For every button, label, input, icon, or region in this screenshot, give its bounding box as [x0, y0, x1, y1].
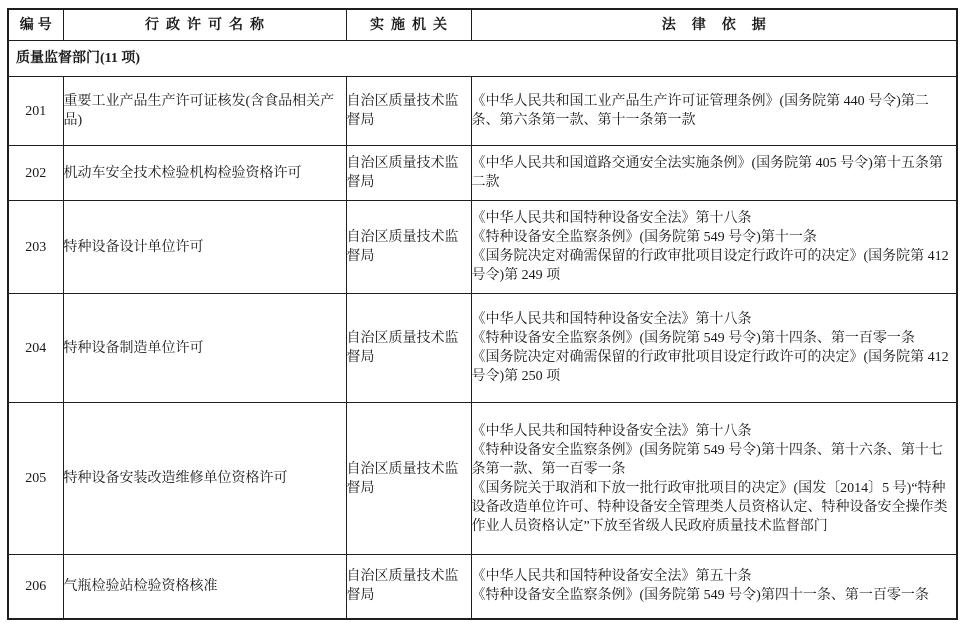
legal-item: 《特种设备安全监察条例》(国务院第 549 号令)第四十一条、第一百零一条	[471, 588, 929, 604]
legal-item: 《中华人民共和国特种设备安全法》第十八条	[471, 211, 752, 226]
table-header-row	[8, 9, 957, 41]
row-id: 204	[8, 294, 63, 403]
header-legal-basis: 法律依据	[471, 9, 957, 41]
table-row	[8, 146, 957, 201]
legal-item: 《中华人民共和国特种设备安全法》第十八条	[471, 423, 752, 439]
legal-basis	[471, 403, 957, 555]
license-name: 机动车安全技术检验机构检验资格许可	[63, 146, 346, 201]
header-license-name: 行政许可名称	[63, 9, 346, 41]
license-name: 重要工业产品生产许可证核发(含食品相关产品)	[63, 77, 346, 146]
table-row	[8, 294, 957, 403]
agency: 自治区质量技术监督局	[346, 555, 471, 619]
legal-item: 《中华人民共和国特种设备安全法》第十八条	[471, 312, 752, 327]
license-name: 特种设备安装改造维修单位资格许可	[63, 403, 346, 555]
header-agency: 实施机关	[346, 9, 471, 41]
row-id: 205	[8, 403, 63, 555]
table-row	[8, 555, 957, 619]
table-row	[8, 201, 957, 294]
license-name: 特种设备设计单位许可	[63, 201, 346, 294]
agency: 自治区质量技术监督局	[346, 201, 471, 294]
license-table	[7, 8, 958, 620]
row-id: 201	[8, 77, 63, 146]
legal-item: 《国务院关于取消和下放一批行政审批项目的决定》(国发〔2014〕5 号)“特种设备改造单位许可、特种设备安全管理类人员资格认定、特种设备安全操作类作业人员资格认定”下放至省级人民政府质量技术监督部门	[471, 480, 948, 534]
legal-basis	[471, 201, 957, 294]
legal-basis	[471, 146, 957, 201]
legal-item: 《特种设备安全监察条例》(国务院第 549 号令)第十四条、第一百零一条	[471, 331, 915, 346]
section-title: 质量监督部门(11 项)	[8, 41, 957, 77]
header-id: 编号	[8, 9, 63, 41]
legal-item: 《中华人民共和国工业产品生产许可证管理条例》(国务院第 440 号令)第二条、第六条第一款、第十一条第一款	[471, 94, 929, 128]
agency: 自治区质量技术监督局	[346, 403, 471, 555]
legal-item: 《中华人民共和国特种设备安全法》第五十条	[471, 569, 752, 585]
row-id: 202	[8, 146, 63, 201]
legal-item: 《中华人民共和国道路交通安全法实施条例》(国务院第 405 号令)第十五条第二款	[471, 156, 943, 190]
agency: 自治区质量技术监督局	[346, 146, 471, 201]
section-row	[8, 41, 957, 77]
legal-basis	[471, 555, 957, 619]
agency: 自治区质量技术监督局	[346, 77, 471, 146]
legal-item: 《国务院决定对确需保留的行政审批项目设定行政许可的决定》(国务院第 412 号令)第 250 项	[471, 350, 949, 384]
license-name: 气瓶检验站检验资格核准	[63, 555, 346, 619]
agency: 自治区质量技术监督局	[346, 294, 471, 403]
legal-basis	[471, 294, 957, 403]
legal-basis	[471, 77, 957, 146]
row-id: 203	[8, 201, 63, 294]
row-id: 206	[8, 555, 63, 619]
legal-item: 《国务院决定对确需保留的行政审批项目设定行政许可的决定》(国务院第 412 号令)第 249 项	[471, 249, 949, 283]
legal-item: 《特种设备安全监察条例》(国务院第 549 号令)第十四条、第十六条、第十七条第一款、第一百零一条	[471, 442, 943, 477]
legal-item: 《特种设备安全监察条例》(国务院第 549 号令)第十一条	[471, 230, 817, 245]
table-row	[8, 77, 957, 146]
table-row	[8, 403, 957, 555]
license-name: 特种设备制造单位许可	[63, 294, 346, 403]
